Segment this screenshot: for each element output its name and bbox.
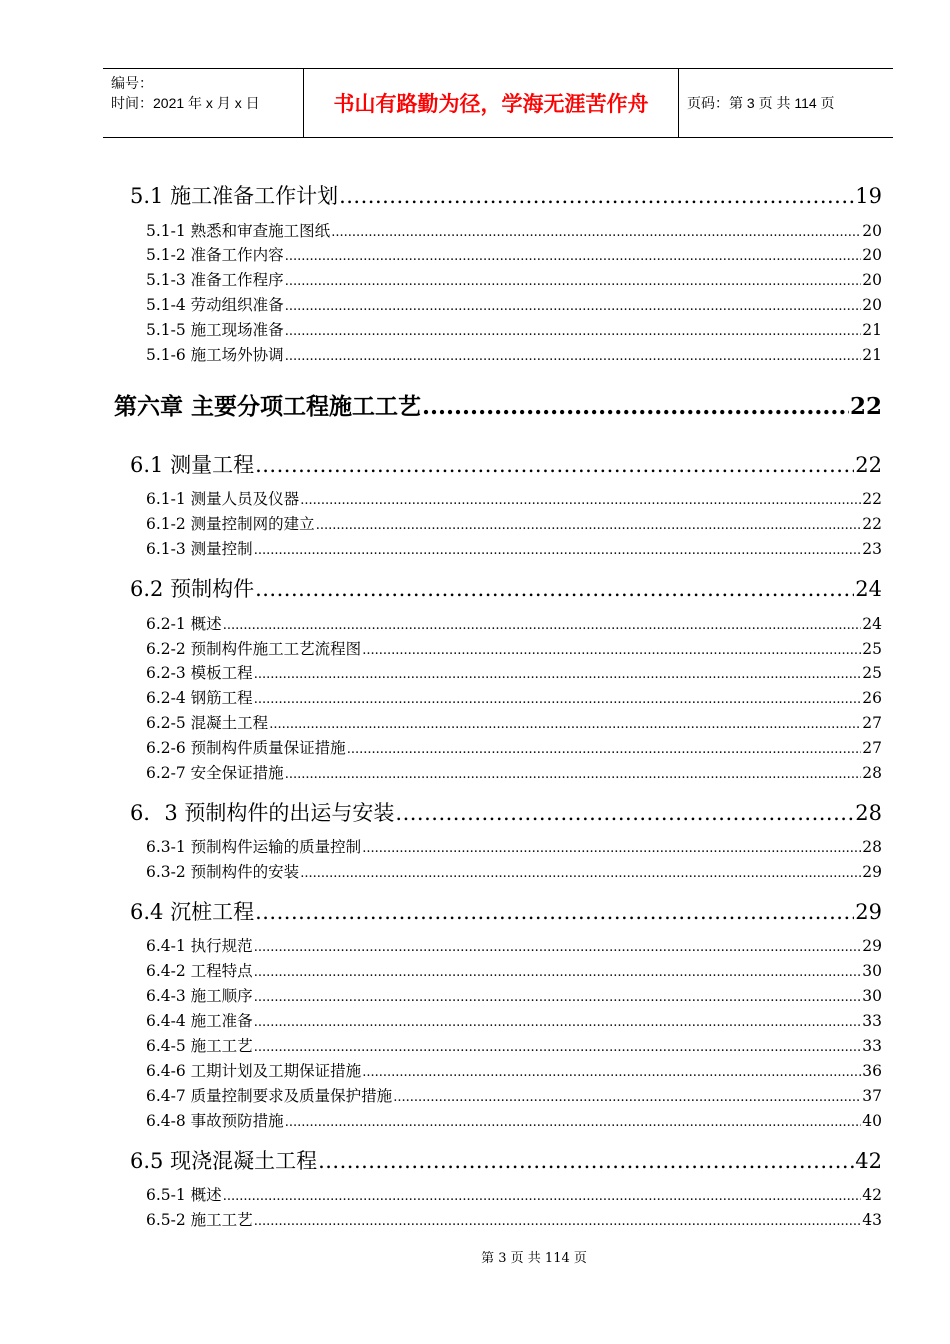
toc-entry-page: 28 (862, 838, 882, 856)
toc-entry-page: 33 (862, 1012, 882, 1030)
toc-entry-title: 6.2 预制构件 (130, 577, 255, 601)
toc-entry-page: 24 (855, 577, 882, 601)
toc-entry-title: 6.5-1 概述 (146, 1186, 222, 1204)
toc-entry-level-3[interactable] (146, 343, 882, 365)
toc-entry-level-3[interactable] (146, 268, 882, 290)
toc-entry-page: 42 (862, 1186, 882, 1204)
toc-entry-title: 5.1-3 准备工作程序 (146, 271, 284, 289)
toc-entry-level-3[interactable] (146, 318, 882, 340)
toc-entry-title: 6.4-4 施工准备 (146, 1012, 253, 1030)
toc-entry-page: 37 (862, 1087, 882, 1105)
toc-entry-title: 6.3-2 预制构件的安装 (146, 863, 300, 881)
toc-leader-dots (255, 900, 854, 924)
toc-entry-title: 6.4-3 施工顺序 (146, 987, 253, 1005)
toc-entry-level-3[interactable] (146, 1183, 882, 1205)
toc-leader-dots (254, 990, 862, 1005)
toc-leader-dots (285, 249, 862, 264)
toc-leader-dots (316, 518, 862, 533)
toc-entry-level-3[interactable] (146, 1034, 882, 1056)
toc-entry-level-2[interactable] (130, 449, 882, 477)
header-page-info: 页码：第 3 页 共 114 页 (687, 95, 835, 111)
toc-entry-title: 5.1-1 熟悉和审查施工图纸 (146, 222, 331, 240)
toc-leader-dots (254, 1015, 862, 1030)
toc-entry-page: 20 (862, 246, 882, 264)
toc-entry-page: 40 (862, 1112, 882, 1130)
toc-entry-page: 28 (862, 764, 882, 782)
toc-entry-title: 5.1-2 准备工作内容 (146, 246, 284, 264)
toc-leader-dots (300, 493, 861, 508)
toc-entry-page: 24 (862, 615, 882, 633)
toc-entry-title: 6.1 测量工程 (130, 453, 255, 477)
toc-entry-page: 33 (862, 1037, 882, 1055)
toc-leader-dots (395, 801, 854, 825)
toc-leader-dots (285, 324, 862, 339)
toc-leader-dots (254, 1040, 862, 1055)
toc-entry-title: 6.2-6 预制构件质量保证措施 (146, 739, 346, 757)
toc-leader-dots (285, 274, 862, 289)
toc-entry-page: 20 (862, 222, 882, 240)
toc-entry-page: 30 (862, 962, 882, 980)
toc-entry-page: 20 (862, 271, 882, 289)
toc-entry-level-3[interactable] (146, 959, 882, 981)
toc-entry-level-3[interactable] (146, 1208, 882, 1230)
toc-entry-level-2[interactable] (130, 573, 882, 601)
toc-entry-title: 6.1-1 测量人员及仪器 (146, 490, 300, 508)
toc-entry-level-3[interactable] (146, 637, 882, 659)
toc-entry-page: 29 (855, 900, 882, 924)
toc-entry-title: 6.4-1 执行规范 (146, 937, 253, 955)
toc-entry-title: 6.4 沉桩工程 (130, 900, 255, 924)
toc-entry-level-3[interactable] (146, 835, 882, 857)
toc-entry-level-3[interactable] (146, 293, 882, 315)
toc-leader-dots (285, 349, 862, 364)
toc-entry-page: 19 (855, 184, 882, 208)
toc-entry-page: 27 (862, 739, 882, 757)
toc-entry-level-3[interactable] (146, 934, 882, 956)
toc-entry-level-3[interactable] (146, 243, 882, 265)
toc-entry-title: 5.1 施工准备工作计划 (130, 184, 339, 208)
toc-entry-title: 6.4-6 工期计划及工期保证措施 (146, 1062, 362, 1080)
toc-entry-level-3[interactable] (146, 661, 882, 683)
toc-entry-level-2[interactable] (130, 797, 882, 825)
header-motto: 书山有路勤为径，学海无涯苦作舟 (303, 69, 679, 137)
toc-entry-page: 43 (862, 1211, 882, 1229)
toc-leader-dots (255, 453, 854, 477)
toc-entry-title: 6.2-5 混凝土工程 (146, 714, 269, 732)
toc-entry-page: 30 (862, 987, 882, 1005)
toc-leader-dots (362, 841, 861, 856)
document-number-label: 编号： (111, 75, 153, 91)
footer-page-number: 第 3 页 共 114 页 (481, 1251, 587, 1266)
toc-entry-level-2[interactable] (130, 180, 882, 208)
toc-entry-title: 第六章 主要分项工程施工工艺 (114, 393, 422, 420)
toc-entry-page: 42 (855, 1149, 882, 1173)
toc-entry-page: 28 (855, 801, 882, 825)
toc-leader-dots (285, 767, 862, 782)
toc-entry-title: 5.1-5 施工现场准备 (146, 321, 284, 339)
toc-entry-page: 27 (862, 714, 882, 732)
toc-entry-page: 22 (849, 393, 882, 420)
toc-leader-dots (285, 299, 862, 314)
toc-entry-level-1[interactable] (114, 388, 882, 418)
toc-entry-level-3[interactable] (146, 1009, 882, 1031)
toc-entry-level-3[interactable] (146, 537, 882, 559)
toc-entry-title: 6.4-7 质量控制要求及质量保护措施 (146, 1087, 393, 1105)
toc-entry-page: 22 (862, 515, 882, 533)
toc-entry-level-3[interactable] (146, 487, 882, 509)
toc-entry-title: 6.4-5 施工工艺 (146, 1037, 253, 1055)
toc-leader-dots (393, 1090, 861, 1105)
toc-entry-title: 6.1-3 测量控制 (146, 540, 253, 558)
toc-leader-dots (318, 1149, 854, 1173)
toc-entry-title: 6.2-2 预制构件施工工艺流程图 (146, 640, 362, 658)
toc-entry-level-3[interactable] (146, 512, 882, 534)
toc-entry-page: 25 (862, 664, 882, 682)
toc-entry-page: 22 (855, 453, 882, 477)
toc-entry-level-3[interactable] (146, 761, 882, 783)
toc-entry-level-3[interactable] (146, 612, 882, 634)
toc-leader-dots (331, 225, 861, 240)
toc-entry-page: 26 (862, 689, 882, 707)
toc-leader-dots (223, 618, 862, 633)
toc-entry-page: 29 (862, 937, 882, 955)
toc-entry-level-2[interactable] (130, 896, 882, 924)
toc-leader-dots (339, 184, 854, 208)
toc-entry-title: 6.2-1 概述 (146, 615, 222, 633)
toc-leader-dots (254, 667, 862, 682)
toc-entry-title: 6.4-8 事故预防措施 (146, 1112, 284, 1130)
toc-leader-dots (254, 543, 862, 558)
toc-entry-title: 6．3 预制构件的出运与安装 (130, 801, 395, 825)
toc-entry-level-3[interactable] (146, 686, 882, 708)
toc-entry-title: 5.1-6 施工场外协调 (146, 346, 284, 364)
toc-entry-page: 36 (862, 1062, 882, 1080)
toc-leader-dots (254, 1214, 862, 1229)
toc-entry-level-3[interactable] (146, 736, 882, 758)
toc-leader-dots (269, 717, 861, 732)
toc-entry-level-3[interactable] (146, 711, 882, 733)
toc-leader-dots (362, 643, 861, 658)
toc-leader-dots (255, 577, 854, 601)
toc-entry-level-3[interactable] (146, 1084, 882, 1106)
toc-entry-level-3[interactable] (146, 860, 882, 882)
toc-entry-page: 23 (862, 540, 882, 558)
toc-entry-page: 20 (862, 296, 882, 314)
toc-entry-title: 6.4-2 工程特点 (146, 962, 253, 980)
toc-entry-title: 6.5 现浇混凝土工程 (130, 1149, 318, 1173)
toc-entry-page: 21 (862, 321, 882, 339)
toc-leader-dots (362, 1065, 861, 1080)
toc-entry-title: 6.2-7 安全保证措施 (146, 764, 284, 782)
document-date: 时间：2021 年 x 月 x 日 (111, 95, 260, 111)
toc-leader-dots (254, 965, 862, 980)
toc-entry-level-3[interactable] (146, 219, 882, 241)
toc-leader-dots (347, 742, 862, 757)
toc-leader-dots (300, 866, 861, 881)
toc-entry-title: 6.2-4 钢筋工程 (146, 689, 253, 707)
toc-entry-level-2[interactable] (130, 1145, 882, 1173)
toc-entry-page: 25 (862, 640, 882, 658)
toc-entry-page: 21 (862, 346, 882, 364)
toc-entry-title: 5.1-4 劳动组织准备 (146, 296, 284, 314)
toc-leader-dots (223, 1189, 862, 1204)
toc-entry-title: 6.5-2 施工工艺 (146, 1211, 253, 1229)
toc-entry-level-3[interactable] (146, 1059, 882, 1081)
toc-leader-dots (254, 940, 862, 955)
toc-entry-page: 29 (862, 863, 882, 881)
toc-leader-dots (422, 393, 849, 420)
toc-entry-level-3[interactable] (146, 1109, 882, 1131)
page-footer (0, 1247, 950, 1266)
toc-leader-dots (254, 692, 862, 707)
toc-entry-title: 6.1-2 测量控制网的建立 (146, 515, 315, 533)
toc-entry-title: 6.2-3 模板工程 (146, 664, 253, 682)
toc-entry-page: 22 (862, 490, 882, 508)
toc-entry-level-3[interactable] (146, 984, 882, 1006)
toc-entry-title: 6.3-1 预制构件运输的质量控制 (146, 838, 362, 856)
toc-leader-dots (285, 1115, 862, 1130)
